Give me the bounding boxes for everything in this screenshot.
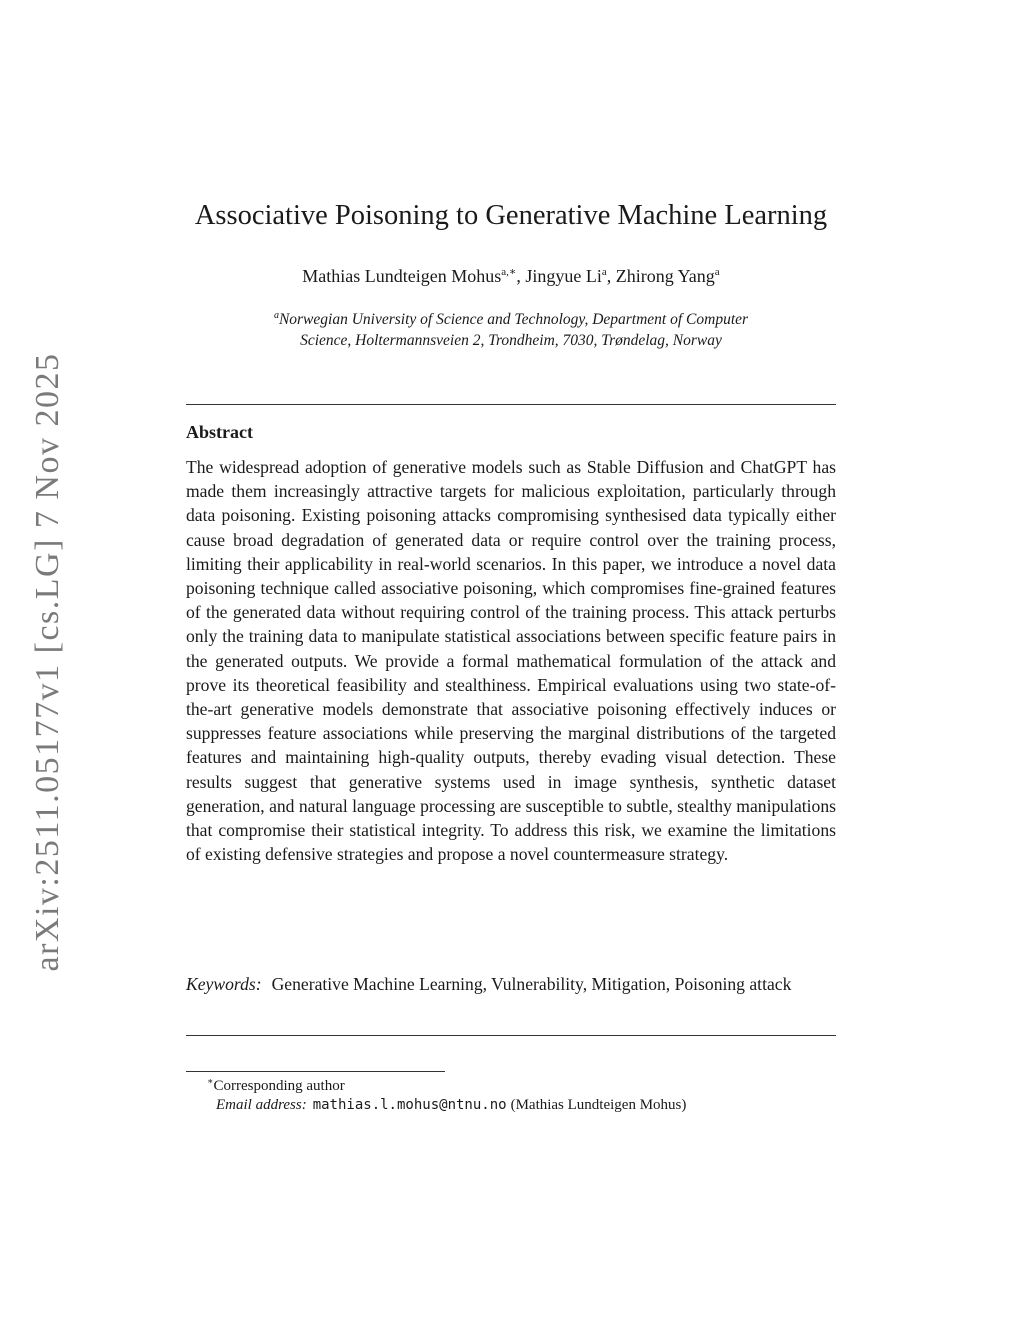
author-separator: ,: [516, 266, 526, 286]
author-affiliation-marker: a: [601, 266, 607, 278]
email-link[interactable]: mathias.l.mohus@ntnu.no: [312, 1097, 507, 1113]
abstract-top-rule: [186, 404, 836, 405]
author-list: [186, 265, 836, 287]
paper-title: Associative Poisoning to Generative Machine Learning: [194, 200, 828, 231]
email-label: Email address:: [216, 1097, 307, 1113]
author-name: Zhirong Yang: [615, 266, 715, 286]
abstract-text: The widespread adoption of generative models such as Stable Diffusion and ChatGPT has made them increasingly attractive targets for malicious exploitation, particularly through data poisoning. Existing poisoning attacks compromising synthesised data typically either cause broad degradation of generated data or require control over the training process, limiting their applicability in real-world scenarios. In this paper, we introduce a novel data poisoning technique called associative poisoning, which compromises fine-grained features of the generated data without requiring control of the training process. This attack perturbs only the training data to manipulate statistical associations between specific feature pairs in the generated outputs. We provide a formal mathematical formulation of the attack and prove its theoretical feasibility and stealthiness. Empirical evaluations using two state-of-the-art generative models demonstrate that associative poisoning effectively induces or suppresses feature associations while preserving the marginal distributions of the targeted features and maintaining high-quality outputs, thereby evading visual detection. These results suggest that generative systems used in image synthesis, synthetic dataset generation, and natural language processing are susceptible to subtle, stealthy manipulations that compromise their statistical integrity. To address this risk, we examine the limitations of existing defensive strategies and propose a novel countermeasure strategy.: [186, 457, 836, 865]
footnote-corresponding-text: Corresponding author: [213, 1078, 345, 1094]
author-name: Jingyue Li: [525, 266, 602, 286]
keywords: [186, 972, 836, 996]
affiliation-line-2: Science, Holtermannsveien 2, Trondheim, 7030, Trøndelag, Norway: [300, 332, 722, 350]
author-affiliation-marker: a: [714, 266, 720, 278]
author-name: Mathias Lundteigen Mohus: [302, 266, 502, 286]
footnote-email: [216, 1097, 866, 1114]
keywords-label: Keywords:: [186, 974, 262, 994]
affiliation: [186, 305, 836, 351]
abstract-bottom-rule: [186, 1035, 836, 1036]
arxiv-identifier: arXiv:2511.05177v1 [cs.LG] 7 Nov 2025: [29, 352, 66, 972]
footnote-marker: ∗: [207, 1077, 214, 1087]
footnote-corresponding: [207, 1076, 857, 1095]
email-owner: (Mathias Lundteigen Mohus): [510, 1097, 687, 1113]
author-separator: ,: [606, 266, 616, 286]
affiliation-line-1: $^a$Norwegian University of Science and Technology, Department of Computer: [273, 310, 749, 329]
keywords-text: Generative Machine Learning, Vulnerability, Mitigation, Poisoning attack: [271, 974, 792, 994]
footnote-rule: [186, 1071, 445, 1072]
affiliation-marker: a: [273, 310, 279, 321]
abstract-heading: Abstract: [186, 422, 253, 442]
author-affiliation-marker: a,∗: [501, 266, 517, 278]
